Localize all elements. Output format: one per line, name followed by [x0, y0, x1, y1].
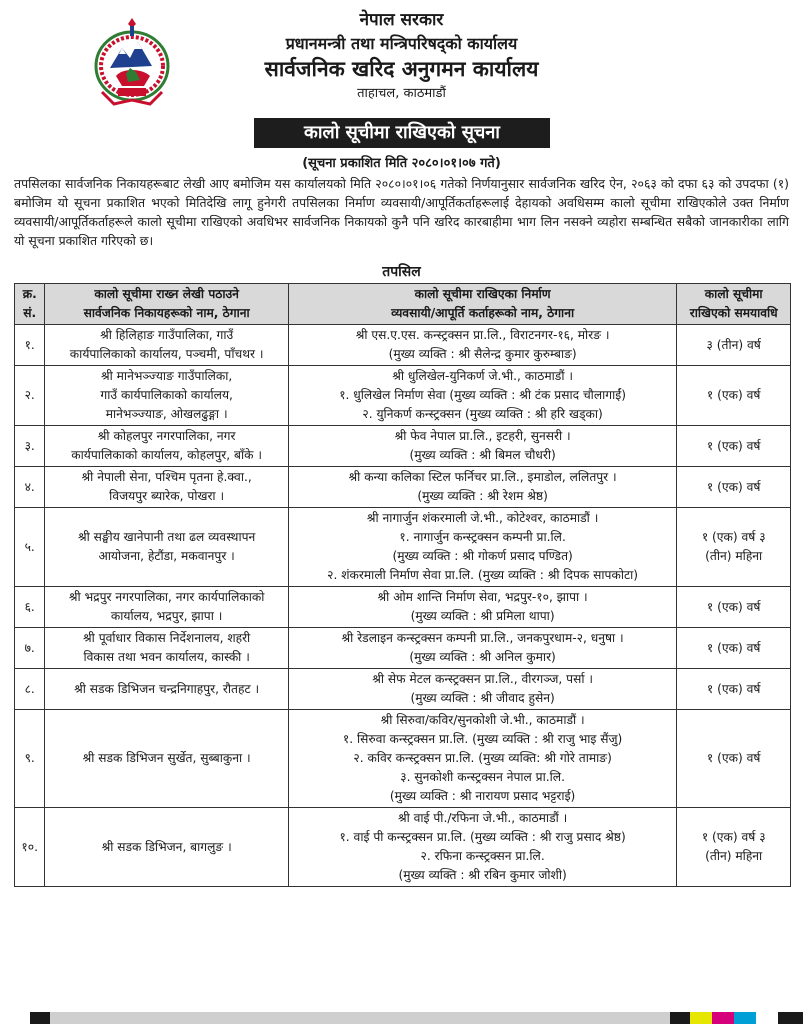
row-duration-line: १ (एक) वर्ष [706, 640, 761, 655]
ministry-name: प्रधानमन्त्री तथा मन्त्रिपरिषद्को कार्यालय [285, 34, 518, 54]
row-sn: १०. [15, 808, 45, 887]
row-firm-line: १. सिरुवा कन्स्ट्रक्सन प्रा.लि. (मुख्य व्यक्ति : श्री राजु भाइ सैंजु) [342, 732, 623, 746]
row-firm [288, 628, 677, 669]
row-firm-line: २. शंकरमाली निर्माण सेवा प्रा.लि. (मुख्य व्यक्ति : श्री दिपक सापकोटा) [327, 568, 639, 582]
row-firm-line: श्री नागार्जुन शंकरमाली जे.भी., कोटेश्वर, काठमाडौं । [366, 511, 599, 525]
row-firm-line: (मुख्य व्यक्ति : श्री गोकर्ण प्रसाद पण्डित) [392, 549, 573, 563]
row-firm-line: (मुख्य व्यक्ति : श्री बिमल चौधरी) [409, 448, 556, 462]
row-public-body-line: श्री सडक डिभिजन, बागलुङ । [101, 839, 232, 854]
row-firm [288, 587, 677, 628]
table-row [15, 808, 791, 887]
row-public-body-line: आयोजना, हेटौंडा, मकवानपुर । [98, 549, 235, 563]
row-firm-line: १. वाई पी कन्स्ट्रक्सन प्रा.लि. (मुख्य व्यक्ति : श्री राजु प्रसाद श्रेष्ठ) [339, 830, 626, 844]
row-firm-line: २. कविर कन्स्ट्रक्सन प्रा.लि. (मुख्य व्यक्ति: श्री गोरे तामाङ) [353, 751, 612, 765]
row-duration-line: ३ (तीन) वर्ष [706, 337, 761, 352]
row-public-body-line: गाउँ कार्यपालिकाको कार्यालय, [100, 388, 233, 402]
publish-date: (सूचना प्रकाशित मिति २०८०।०१।०७ गते) [302, 156, 501, 171]
row-public-body [45, 587, 288, 628]
header-public-body: कालो सूचीमा राख्न लेखी पठाउने सार्वजनिक निकायहरूको नाम, ठेगाना [45, 284, 288, 325]
row-duration-line: १ (एक) वर्ष ३ [701, 830, 766, 844]
row-firm-line: श्री कन्या कलिका स्टिल फर्निचर प्रा.लि., इमाडोल, ललितपुर । [348, 470, 617, 484]
row-firm-line: १. नागार्जुन कन्स्ट्रक्सन कम्पनी प्रा.लि. [399, 530, 566, 544]
row-sn: ९. [15, 710, 45, 808]
row-firm-line: (मुख्य व्यक्ति : श्री रेशम श्रेष्ठ) [417, 489, 548, 503]
row-firm-line: (मुख्य व्यक्ति : श्री जीवाद हुसेन) [410, 691, 555, 705]
row-duration-line: १ (एक) वर्ष [706, 681, 761, 696]
row-duration-line: (तीन) महिना [705, 849, 763, 863]
row-firm [288, 808, 677, 887]
row-public-body-line: श्री मानेभञ्ज्याङ गाउँपालिका, [100, 369, 233, 383]
row-firm-line: १. धुलिखेल निर्माण सेवा (मुख्य व्यक्ति : श्री टंक प्रसाद चौलागाईं) [339, 388, 627, 402]
header-sn: क्र. सं. [15, 284, 45, 325]
row-duration [677, 467, 791, 508]
row-duration-line: १ (एक) वर्ष [706, 751, 761, 765]
row-public-body-line: विजयपुर ब्यारेक, पोखरा । [109, 489, 225, 503]
row-firm-line: (मुख्य व्यक्ति : श्री रबिन कुमार जोशी) [398, 868, 567, 882]
row-duration [677, 508, 791, 587]
row-duration-line: १ (एक) वर्ष [706, 388, 761, 402]
row-public-body [45, 669, 288, 710]
government-name: नेपाल सरकार [359, 10, 444, 30]
notice-title: कालो सूचीमा राखिएको सूचना [254, 118, 550, 148]
blacklist-table [14, 283, 791, 887]
row-public-body-line: श्री सडक डिभिजन चन्द्रनिगाहपुर, रौतहट । [74, 681, 260, 696]
notice-paragraph: तपसिलका सार्वजनिक निकायहरूबाट लेखी आए बमोजिम यस कार्यालयको मिति २०८०।०१।०६ गतेको निर्णयानुसार सार्वजनिक खरिद ऐन, २०६३ को दफा ६३ को उपदफा (१) बमोजिम यो सूचना प्रकाशित भएको मितिदेखि लागू हुनेगरी तपसिलका निर्माण व्यवसायी/आपूर्तिकर्ताहरूलाई देहायको अवधिसम्म कालो सूचीमा राखिएकोले उक्त निर्माण व्यवसायी/आपूर्तिकर्ताहरूले कालो सूचीमा राखिएको अवधिभर सार्वजनिक निकायको कुनै पनि खरिद कारबाहीमा भाग लिन नसक्ने व्यहोरा सम्बन्धित सबैको जानकारीका लागि यो सूचना प्रकाशित गरिएको छ। [14, 176, 789, 248]
row-sn: २. [15, 366, 45, 426]
row-public-body-line: श्री कोहलपुर नगरपालिका, नगर [97, 429, 236, 443]
row-firm-line: (मुख्य व्यक्ति : श्री सैलेन्द्र कुमार कुरुम्बाङ) [388, 347, 577, 361]
print-color-bar [0, 1012, 803, 1024]
table-row [15, 508, 791, 587]
row-public-body-line: श्री हिलिहाङ गाउँपालिका, गाउँ [100, 328, 234, 342]
row-sn: ३. [15, 426, 45, 467]
row-public-body-line: श्री सङ्घीय खानेपानी तथा ढल व्यवस्थापन [77, 530, 256, 544]
row-sn: ७. [15, 628, 45, 669]
row-public-body [45, 366, 288, 426]
letterhead [0, 8, 803, 102]
row-firm-line: २. रफिना कन्स्ट्रक्सन प्रा.लि. [420, 849, 545, 863]
row-duration-line: १ (एक) वर्ष [706, 599, 761, 614]
office-name: सार्वजनिक खरिद अनुगमन कार्यालय [264, 57, 539, 82]
row-firm-line: श्री एस.ए.एस. कन्स्ट्रक्सन प्रा.लि., विराटनगर-१६, मोरङ । [355, 328, 610, 342]
row-firm-line: श्री धुलिखेल-युनिकर्ण जे.भी., काठमाडौं । [392, 369, 573, 383]
row-firm [288, 366, 677, 426]
row-duration [677, 325, 791, 366]
office-address: ताहाचल, काठमाडौं [357, 85, 446, 101]
row-firm-line: (मुख्य व्यक्ति : श्री प्रमिला थापा) [410, 609, 555, 623]
row-public-body [45, 808, 288, 887]
row-firm [288, 710, 677, 808]
row-duration [677, 628, 791, 669]
row-duration [677, 808, 791, 887]
row-firm-line: ३. सुनकोशी कन्स्ट्रक्सन नेपाल प्रा.लि. [400, 770, 565, 784]
row-firm-line: श्री फेव नेपाल प्रा.लि., इटहरी, सुनसरी । [394, 429, 571, 443]
row-firm [288, 426, 677, 467]
row-public-body [45, 467, 288, 508]
row-duration-line: १ (एक) वर्ष [706, 438, 761, 453]
header-duration: कालो सूचीमा राखिएको समयावधि [677, 284, 791, 325]
table-row [15, 366, 791, 426]
row-public-body-line: कार्यपालिकाको कार्यालय, कोहलपुर, बाँके । [71, 448, 262, 462]
row-sn: ४. [15, 467, 45, 508]
row-duration-line: १ (एक) वर्ष [706, 479, 761, 494]
row-duration [677, 669, 791, 710]
row-duration-line: (तीन) महिना [705, 549, 763, 563]
table-row [15, 426, 791, 467]
row-public-body [45, 325, 288, 366]
row-sn: १. [15, 325, 45, 366]
row-sn: ८. [15, 669, 45, 710]
row-firm-line: (मुख्य व्यक्ति : श्री नारायण प्रसाद भट्टराई) [389, 789, 576, 803]
row-public-body-line: श्री भद्रपुर नगरपालिका, नगर कार्यपालिकाको [68, 590, 265, 604]
row-duration [677, 366, 791, 426]
row-public-body-line: श्री सडक डिभिजन सुर्खेत, सुब्बाकुना । [82, 751, 251, 765]
row-firm-line: श्री सेफ मेटल कन्स्ट्रक्सन प्रा.लि., वीरगञ्ज, पर्सा । [372, 672, 593, 686]
table-row [15, 710, 791, 808]
row-public-body-line: श्री नेपाली सेना, पश्चिम पृतना हे.क्वा., [81, 470, 252, 484]
row-firm-line: श्री वाई पी./रफिना जे.भी., काठमाडौं । [397, 811, 568, 825]
row-public-body [45, 426, 288, 467]
table-row [15, 587, 791, 628]
row-firm [288, 669, 677, 710]
row-firm-line: श्री रेडलाइन कन्स्ट्रक्सन कम्पनी प्रा.लि., जनकपुरधाम-२, धनुषा । [341, 631, 624, 645]
row-duration [677, 710, 791, 808]
table-row [15, 467, 791, 508]
table-row [15, 669, 791, 710]
row-public-body [45, 710, 288, 808]
row-public-body-line: श्री पूर्वाधार विकास निर्देशनालय, शहरी [83, 631, 251, 645]
row-sn: ६. [15, 587, 45, 628]
row-public-body-line: विकास तथा भवन कार्यालय, कास्की । [83, 650, 250, 664]
row-firm-line: श्री ओम शान्ति निर्माण सेवा, भद्रपुर-१०, झापा । [377, 590, 588, 604]
row-firm-line: श्री सिरुवा/कविर/सुनकोशी जे.भी., काठमाडौं । [380, 713, 585, 727]
row-public-body [45, 628, 288, 669]
row-public-body-line: कार्यालय, भद्रपुर, झापा । [110, 609, 223, 623]
row-duration [677, 426, 791, 467]
row-firm [288, 508, 677, 587]
table-header-row [15, 284, 791, 325]
section-heading: तपसिल [382, 264, 421, 280]
row-sn: ५. [15, 508, 45, 587]
row-duration-line: १ (एक) वर्ष ३ [701, 530, 766, 544]
table-row [15, 628, 791, 669]
table-row [15, 325, 791, 366]
table-body [15, 325, 791, 887]
row-duration [677, 587, 791, 628]
row-public-body [45, 508, 288, 587]
row-firm-line: २. युनिकर्ण कन्स्ट्रक्सन (मुख्य व्यक्ति : श्री हरि खड्का) [362, 407, 603, 421]
header-firm: कालो सूचीमा राखिएका निर्माण व्यवसायी/आपूर्ति कर्ताहरूको नाम, ठेगाना [288, 284, 677, 325]
row-firm [288, 325, 677, 366]
row-firm-line: (मुख्य व्यक्ति : श्री अनिल कुमार) [409, 650, 556, 664]
row-public-body-line: मानेभञ्ज्याङ, ओखलढुङ्गा । [105, 407, 228, 421]
row-public-body-line: कार्यपालिकाको कार्यालय, पञ्चमी, पाँचथर । [69, 347, 264, 361]
row-firm [288, 467, 677, 508]
